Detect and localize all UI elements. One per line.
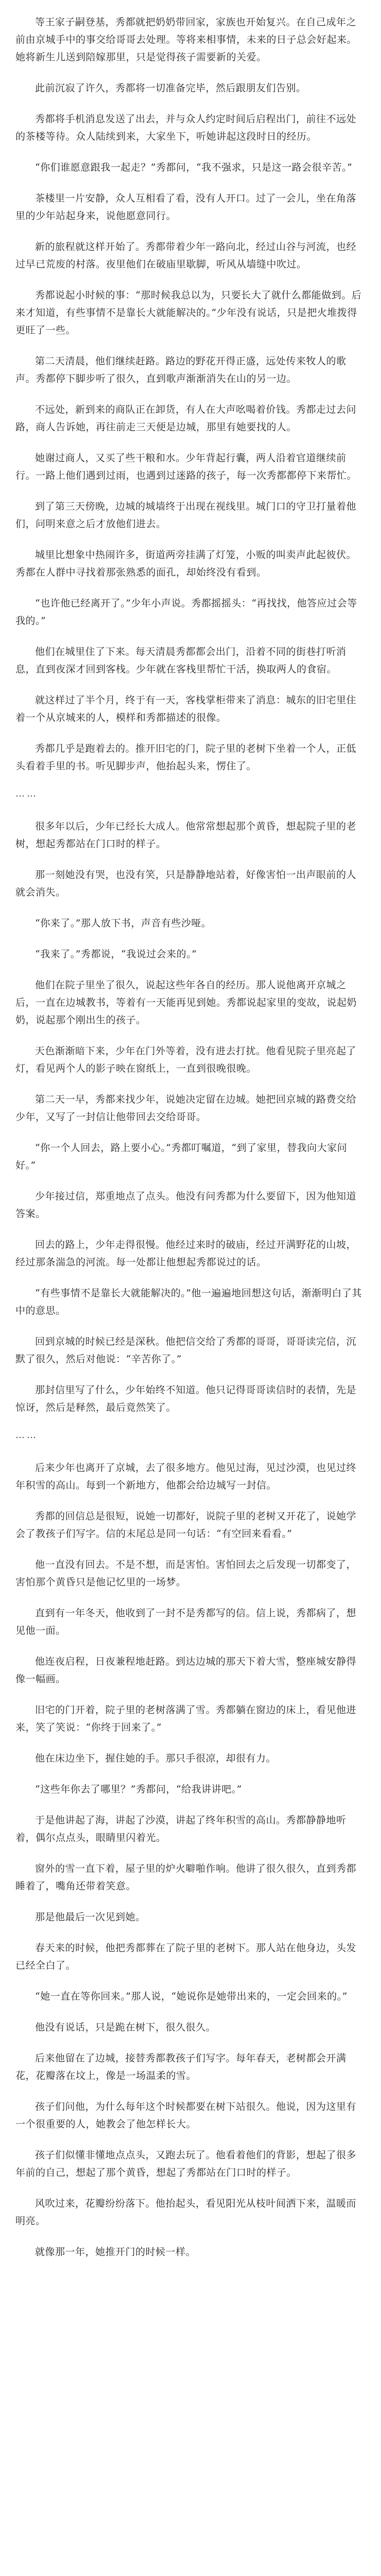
section-separator: ……	[15, 788, 38, 799]
paragraph: 风吹过来，花瓣纷纷落下。他抬起头，看见阳光从枝叶间洒下来，温暖而明亮。	[15, 2198, 357, 2227]
paragraph: 回到京城的时候已经是深秋。他把信交给了秀都的哥哥，哥哥读完信，沉默了很久，然后对他说：“辛苦你了。”	[15, 1336, 357, 1365]
paragraph: 秀都的回信总是很短，说她一切都好，说院子里的老树又开花了，说她学会了教孩子们写字。信的末尾总是同一句话：“有空回来看看。”	[15, 1511, 357, 1539]
paragraph: 直到有一年冬天，他收到了一封不是秀都写的信。信上说，秀都病了，想见他一面。	[15, 1607, 357, 1636]
paragraph: 春天来的时候，他把秀都葬在了院子里的老树下。那人站在他身边，头发已经全白了。	[15, 1942, 357, 1971]
paragraph: 很多年以后，少年已经长大成人。他常常想起那个黄昏，想起院子里的老树，想起秀都站在门口时的样子。	[15, 821, 357, 850]
paragraph: 后来少年也离开了京城，去了很多地方。他见过海，见过沙漠，也见过终年积雪的高山。每到一个新地方，他都会给边城写一封信。	[15, 1462, 357, 1491]
paragraph: 秀都说起小时候的事：“那时候我总以为，只要长大了就什么都能做到。后来才知道，有些事情不是靠长大就能解决的。”少年没有说话，只是把火堆拨得更旺了一些。	[15, 290, 362, 336]
paragraph: 她谢过商人，又买了些干粮和水。少年背起行囊，两人沿着官道继续前行。一路上他们遇到过雨，也遇到过迷路的孩子，每一次秀都都停下来帮忙。	[15, 452, 357, 481]
paragraph: 就这样过了半个月，终于有一天，客栈掌柜带来了消息：城东的旧宅里住着一个从京城来的人，模样和秀都描述的很像。	[15, 694, 357, 723]
paragraph: 秀都将手机消息发送了出去，并与众人约定时间后启程出门，前往不远处的茶楼等待。众人陆续到来，大家坐下，听她讲起这段时日的经历。	[15, 113, 357, 142]
paragraph: 他们在城里住了下来。每天清晨秀都都会出门，沿着不同的街巷打听消息，直到夜深才回到客栈。少年就在客栈里帮忙干活，换取两人的食宿。	[15, 646, 347, 675]
paragraph: 城里比想象中热闹许多，街道两旁挂满了灯笼，小贩的叫卖声此起彼伏。秀都在人群中寻找着那张熟悉的面孔，却始终没有看到。	[15, 549, 357, 578]
paragraph: 孩子们问他，为什么每年这个时候都要在树下站很久。他说，因为这里有一个很重要的人，她教会了他怎样长大。	[15, 2101, 357, 2130]
section-separator: ……	[15, 1430, 38, 1440]
paragraph: 新的旅程就这样开始了。秀都带着少年一路向北，经过山谷与河流，也经过早已荒废的村落。夜里他们在破庙里歇脚，听风从墙缝中吹过。	[15, 241, 357, 270]
paragraph: 此前沉寂了许久，秀都将一切准备完毕，然后跟朋友们告别。	[35, 82, 306, 94]
paragraph: 那是他最后一次见到她。	[35, 1911, 146, 1923]
paragraph: 那封信里写了什么，少年始终不知道。他只记得哥哥读信时的表情，先是惊讶，然后是释然，最后竟然笑了。	[15, 1384, 357, 1413]
paragraph: 孩子们似懂非懂地点点头，又跑去玩了。他看着他们的背影，想起了很多年前的自己，想起了那个黄昏，想起了秀都站在门口时的样子。	[15, 2149, 357, 2178]
paragraph: 少年接过信，郑重地点了点头。他没有问秀都为什么要留下，因为他知道答案。	[15, 1191, 357, 1219]
paragraph: 旧宅的门开着，院子里的老树落满了雪。秀都躺在窗边的床上，看见他进来，笑了笑说：“你终于回来了。”	[15, 1704, 357, 1733]
paragraph: “我来了。”秀都说，“我说过会来的。”	[35, 948, 197, 960]
paragraph: “有些事情不是靠长大就能解决的。”他一遍遍地回想这句话，渐渐明白了其中的意思。	[15, 1287, 362, 1316]
paragraph: 等王家子嗣登基，秀都就把奶奶带回家，家族也开始复兴。在自己成年之前由京城手中的事交给哥哥去处理。等将来相事情，未来的日子总会好起来。她将新生儿送到陪嫁那里，只是觉得孩子需要新的关爱。	[15, 16, 357, 63]
paragraph: 他在床边坐下，握住她的手。那只手很凉，却很有力。	[35, 1753, 276, 1764]
paragraph: “她一直在等你回来。”那人说，“她说你是她带出来的，一定会回来的。”	[35, 1991, 348, 2002]
paragraph: 于是他讲起了海，讲起了沙漠，讲起了终年积雪的高山。秀都静静地听着，偶尔点点头，眼睛里闪着光。	[15, 1815, 347, 1843]
paragraph: 他们在院子里坐了很久，说起这些年各自的经历。那人说他离开京城之后，一直在边城教书，等着有一天能再见到她。秀都说起家里的变故，说起奶奶，说起那个刚出生的孩子。	[15, 979, 357, 1026]
paragraph: 第二天一早，秀都来找少年，说她决定留在边城。她把回京城的路费交给少年，又写了一封信让他带回去交给哥哥。	[15, 1094, 357, 1123]
paragraph: “这些年你去了哪里？”秀都问，“给我讲讲吧。”	[35, 1784, 242, 1795]
paragraph: 回去的路上，少年走得很慢。他经过来时的破庙，经过开满野花的山坡，经过那条湍急的河流。每一处都让他想起秀都说过的话。	[15, 1239, 357, 1268]
paragraph: 天色渐渐暗下来，少年在门外等着，没有进去打扰。他看见院子里亮起了灯，看见两个人的影子映在窗纸上，一直到很晚很晚。	[15, 1045, 357, 1074]
paragraph: “你一个人回去，路上要小心。”秀都叮嘱道，“到了家里，替我向大家问好。”	[15, 1142, 348, 1171]
paragraph: 那一刻她没有哭，也没有笑，只是静静地站着，好像害怕一出声眼前的人就会消失。	[15, 869, 357, 898]
paragraph: “也许他已经离开了。”少年小声说。秀都摇摇头：“再找找，他答应过会等我的。”	[15, 598, 357, 626]
paragraph: 第二天清晨，他们继续赶路。路边的野花开得正盛，远处传来牧人的歌声。秀都停下脚步听了很久，直到歌声渐渐消失在山的另一边。	[15, 355, 347, 384]
paragraph: 他没有说话，只是跪在树下，很久很久。	[35, 2022, 216, 2033]
paragraph: 不远处，新到来的商队正在卸货，有人在大声吆喝着价钱。秀都走过去问路，商人告诉她，再往前走三天便是边城，那里有她要找的人。	[15, 404, 357, 433]
paragraph: 后来他留在了边城，接替秀都教孩子们写字。每年春天，老树都会开满花，花瓣落在坟上，像是一场温柔的雪。	[15, 2053, 347, 2081]
paragraph: “你来了。”那人放下书，声音有些沙哑。	[35, 918, 212, 929]
paragraph: 窗外的雪一直下着，屋子里的炉火噼啪作响。他讲了很久很久，直到秀都睡着了，嘴角还带着笑意。	[15, 1863, 357, 1892]
paragraph: 就像那一年，她推开门的时候一样。	[35, 2246, 196, 2258]
paragraph: 他一直没有回去。不是不想，而是害怕。害怕回去之后发现一切都变了，害怕那个黄昏只是他记忆里的一场梦。	[15, 1559, 357, 1588]
paragraph: 茶楼里一片安静，众人互相看了看，没有人开口。过了一会儿，坐在角落里的少年站起身来，说他愿意同行。	[15, 193, 357, 222]
paragraph: 秀都几乎是跑着去的。推开旧宅的门，院子里的老树下坐着一个人，正低头看着手里的书。听见脚步声，他抬起头来，愣住了。	[15, 743, 357, 772]
paragraph: 到了第三天傍晚，边城的城墙终于出现在视线里。城门口的守卫打量着他们，问明来意之后才放他们进去。	[15, 501, 357, 530]
paragraph: 他连夜启程，日夜兼程地赶路。到达边城的那天下着大雪，整座城安静得像一幅画。	[15, 1656, 357, 1685]
paragraph: “你们谁愿意跟我一起走？”秀都问，“我不强求，只是这一路会很辛苦。”	[35, 162, 353, 173]
